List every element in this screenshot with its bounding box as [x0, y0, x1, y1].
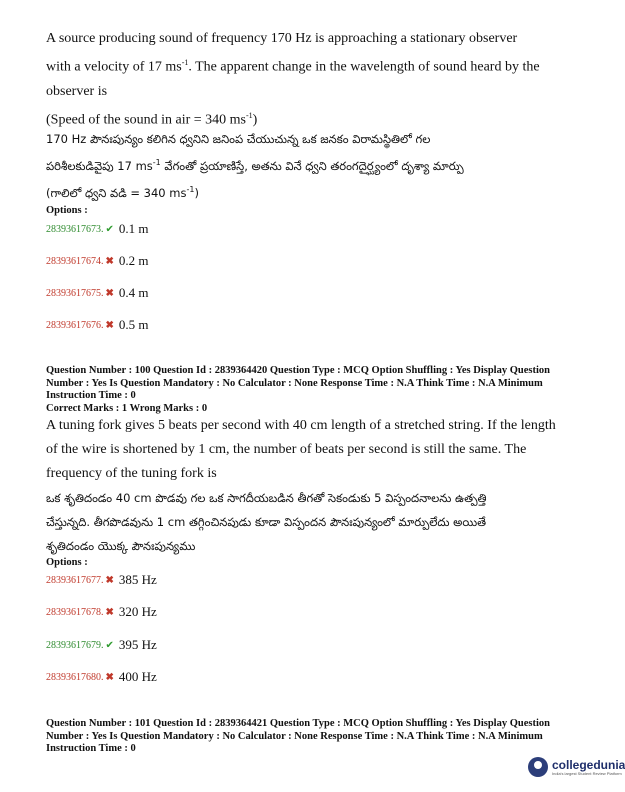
q2-meta-line2: Number : Yes Is Question Mandatory : No Calculator : None Response Time : N.A Think Time : N.A Minimum — [46, 377, 543, 389]
q1-option-3[interactable] — [46, 284, 149, 302]
option-value: 0.2 m — [118, 253, 149, 268]
q2-question-english — [46, 414, 576, 486]
logo-name: collegedunia — [552, 757, 625, 772]
q1-question-telugu — [46, 127, 576, 205]
check-icon: ✔ — [105, 223, 114, 235]
q1-option-4[interactable] — [46, 316, 149, 334]
q1-option-2[interactable] — [46, 252, 149, 270]
q3-meta-line1: Question Number : 101 Question Id : 2839364421 Question Type : MCQ Option Shuffling : Yes Display Question — [46, 718, 550, 729]
q2-meta-line1: Question Number : 100 Question Id : 2839364420 Question Type : MCQ Option Shuffling : Yes Display Question — [46, 365, 550, 376]
option-id: 28393617674. — [46, 255, 104, 267]
q3-meta-line3: Instruction Time : 0 — [46, 743, 136, 754]
q1-question-english — [46, 27, 576, 132]
option-value: 0.4 m — [118, 285, 149, 300]
cross-icon: ✖ — [105, 671, 114, 683]
q2-marks: Correct Marks : 1 Wrong Marks : 0 — [46, 402, 208, 414]
q3-metadata — [46, 718, 576, 756]
cross-icon: ✖ — [105, 606, 114, 618]
option-id: 28393617678. — [46, 606, 104, 618]
q3-meta-line2: Number : Yes Is Question Mandatory : No Calculator : None Response Time : N.A Think Time : N.A Minimum — [46, 730, 543, 742]
q1-en-line2: with a velocity of 17 $ms^{-1}$. The apparent change in the wavelength of sound heard by the — [46, 58, 540, 75]
q2-te-line1: ఒక శృతిదండం 40 cm పొడవు గల ఒక సాగదీయబడిన తీగతో సెకండుకు 5 విస్పందనాలను ఉత్పత్తి — [46, 491, 487, 505]
q2-en-line1: A tuning fork gives 5 beats per second with 40 cm length of a stretched string. If the length — [46, 418, 556, 433]
option-value: 400 Hz — [118, 669, 157, 684]
option-id: 28393617680. — [46, 671, 104, 683]
q2-question-telugu — [46, 486, 576, 558]
q2-te-line2: చేస్తున్నది. తీగపొడవును 1 cm తగ్గించినపుడు కూడా విస్పందన పౌనఃపున్యంలో మార్పులేదు అయితే — [46, 515, 487, 529]
option-id: 28393617679. — [46, 639, 104, 651]
q2-option-2[interactable] — [46, 603, 157, 621]
option-id: 28393617677. — [46, 574, 104, 586]
cross-icon: ✖ — [105, 287, 114, 299]
q2-en-line2: of the wire is shortened by 1 cm, the number of beats per second is still the same. The — [46, 442, 527, 457]
q1-te-line3: (గాలిలో ధ్వని వడి = 340 $ms^{-1}$) — [46, 184, 199, 200]
q1-en-line3: observer is — [46, 83, 108, 99]
check-icon: ✔ — [105, 639, 114, 651]
cross-icon: ✖ — [105, 255, 114, 267]
q2-option-4[interactable] — [46, 668, 157, 686]
logo-tagline: India's largest Student Review Platform — [552, 770, 622, 776]
q1-options-label: Options : — [46, 205, 88, 216]
q2-te-line3: శృతిదండం యొక్క పౌనఃపున్యము — [46, 539, 196, 553]
q1-te-line1: 170 Hz పౌనఃపున్యం కలిగిన ధ్వనిని జనింప చేయుచున్న ఒక జనకం విరామస్థితిలో గల — [46, 132, 431, 146]
q1-en-line1: A source producing sound of frequency 170 Hz is approaching a stationary observer — [46, 31, 518, 46]
collegedunia-logo-icon — [528, 757, 548, 777]
q2-option-1[interactable] — [46, 571, 157, 589]
option-id: 28393617673. — [46, 223, 104, 235]
q2-meta-line3: Instruction Time : 0 — [46, 390, 136, 401]
option-id: 28393617676. — [46, 319, 104, 331]
option-value: 395 Hz — [118, 637, 157, 652]
q2-options-label: Options : — [46, 557, 88, 568]
q1-te-line2: పరిశీలకుడివైపు 17 $ms^{-1}$ వేగంతో ప్రయాణిస్తే, అతను వినే ధ్వని తరంగదైర్ఘ్యంలో దృశ్యా మార్పు — [46, 158, 464, 173]
q1-en-line4: (Speed of the sound in air = 340 $ms^{-1}$) — [46, 110, 258, 128]
cross-icon: ✖ — [105, 574, 114, 586]
collegedunia-logo — [528, 757, 625, 777]
option-value: 0.1 m — [118, 221, 149, 236]
option-value: 385 Hz — [118, 572, 157, 587]
q1-option-1[interactable] — [46, 220, 149, 238]
option-id: 28393617675. — [46, 287, 104, 299]
q2-option-3[interactable] — [46, 636, 157, 654]
cross-icon: ✖ — [105, 319, 114, 331]
option-value: 320 Hz — [118, 604, 157, 619]
q2-en-line3: frequency of the tuning fork is — [46, 466, 217, 481]
option-value: 0.5 m — [118, 317, 149, 332]
q2-metadata — [46, 365, 576, 415]
